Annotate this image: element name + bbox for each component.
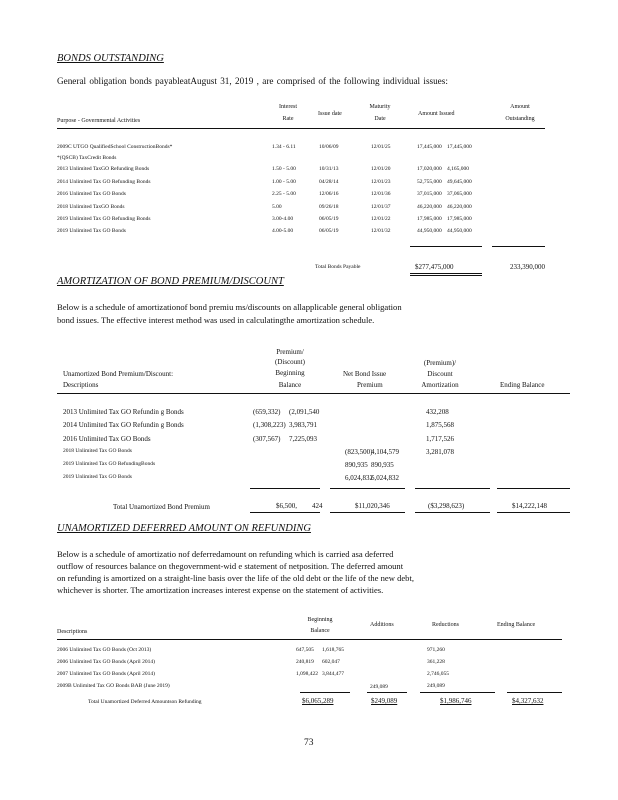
amort-row-beginning: (659,332) — [253, 408, 281, 416]
amort-row-net-premium-b: 890,935 — [371, 461, 394, 469]
amort-row-description: 2016 Unlimited Tax GO Bonds — [63, 435, 151, 443]
bond-amount-issued: 52,755,000 — [417, 179, 442, 185]
deferred-row-reductions: 249,089 — [427, 683, 445, 689]
bond-rate: 5.00 — [272, 204, 282, 210]
amort-row-amortization: 1,875,568 — [426, 421, 454, 429]
amort-row-beginning-b: 7,225,093 — [289, 435, 317, 443]
bond-issue-date: 10/06/09 — [319, 144, 339, 150]
amort-header-net-bond: Net Bond Issue — [343, 370, 387, 378]
bonds-total-outstanding: 233,390,000 — [510, 263, 545, 271]
deferred-header-additions: Additions — [370, 622, 394, 628]
bond-issue-date: 12/06/16 — [319, 191, 339, 197]
amort-row-beginning-b: (2,091,540 — [289, 408, 320, 416]
bond-purpose: 2014 Unlimited Tax GO Refunding Bonds — [57, 179, 151, 185]
amort-row-net-premium: 6,024,832 — [345, 474, 373, 482]
amort-total-net: $11,020,346 — [355, 502, 390, 510]
amort-row-description: 2014 Unlimited Tax GO Refundin g Bonds — [63, 421, 184, 429]
amort-row-net-premium-b: 4,104,579 — [371, 448, 399, 456]
bond-purpose: 2019 Unlimited Tax GO Refunding Bonds — [57, 216, 151, 222]
deferred-row-beginning: 1,098,422 — [296, 671, 318, 677]
amort-rule-3 — [415, 488, 490, 489]
deferred-add-overlap: 249,089 — [370, 684, 388, 690]
bond-maturity-date: 12/01/37 — [371, 204, 391, 210]
bond-rate: 2.25 - 5.00 — [272, 191, 296, 197]
bond-rate: 1.50 - 5.00 — [272, 166, 296, 172]
amortization-heading: AMORTIZATION OF BOND PREMIUM/DISCOUNT — [57, 276, 284, 287]
bonds-header-amount-issued: Amount Issued — [418, 111, 455, 117]
amort-total-label: Total Unamortized Bond Premium — [113, 503, 210, 511]
deferred-heading: UNAMORTIZED DEFERRED AMOUNT ON REFUNDING — [57, 523, 311, 534]
amort-total-underline-1 — [250, 512, 320, 513]
bond-rate: 1.00 - 5.00 — [272, 179, 296, 185]
deferred-row-reductions: 361,228 — [427, 659, 445, 665]
deferred-header-beginning: Beginning — [307, 617, 333, 623]
deferred-para-line-1: Below is a schedule of amortizatio nof deferredamount on refunding which is carried asa deferred — [57, 549, 394, 559]
bonds-header-amount: Amount — [510, 104, 530, 110]
bonds-total-underline-2 — [410, 275, 482, 276]
deferred-rule-1 — [300, 692, 350, 693]
bond-maturity-date: 12/01/25 — [371, 144, 391, 150]
amort-row-description: 2019 Unlimited Tax GO Bonds — [63, 474, 132, 480]
bond-purpose: 2018 Unlimited TaxGO Bonds — [57, 204, 125, 210]
bonds-header-purpose: Purpose - Governmental Activities — [57, 118, 141, 124]
bonds-total-rule-1 — [410, 246, 482, 247]
deferred-header-ending: Ending Balance — [497, 622, 536, 628]
amort-header-beginning: Beginning — [275, 369, 305, 377]
bonds-header-date: Date — [374, 116, 386, 122]
deferred-row-beginning-b: 3,844,477 — [322, 671, 344, 677]
bond-issue-date: 06/05/19 — [319, 228, 339, 234]
bond-purpose: 2009C UTGO QualifiedSchool ConstructionBonds* — [57, 144, 173, 150]
amort-row-net-premium: 890,935 — [345, 461, 368, 469]
bond-issue-date: 06/05/19 — [319, 216, 339, 222]
deferred-header-reductions: Reductions — [432, 622, 459, 628]
amort-header-amort-discount: Discount — [427, 370, 453, 378]
bonds-heading: BONDS OUTSTANDING — [57, 53, 164, 64]
bond-amount-issued: 46,220,000 — [417, 204, 442, 210]
deferred-row-description: 2006 Unlimited Tax GO Bonds (Oct 2013) — [57, 647, 152, 653]
amort-row-description: 2013 Unlimited Tax GO Refundin g Bonds — [63, 408, 184, 416]
amort-row-beginning-b: 3,983,791 — [289, 421, 317, 429]
deferred-header-rule — [57, 639, 562, 640]
amort-row-amortization: 1,717,526 — [426, 435, 454, 443]
page-number: 73 — [304, 738, 314, 748]
bond-maturity-date: 12/01/22 — [371, 216, 391, 222]
deferred-row-description: 2009B Unlimited Tax GO Bonds BAB (June 2019) — [57, 683, 170, 689]
deferred-rule-3 — [420, 692, 495, 693]
bonds-header-rate: Rate — [282, 116, 294, 122]
amort-header-premium: Premium/ — [276, 348, 304, 356]
bond-amount-issued: 17,985,000 — [417, 216, 442, 222]
amort-total-beginning: $6,500, — [276, 502, 297, 510]
bond-amount-outstanding: 4,165,000 — [447, 166, 469, 172]
bond-purpose: *(QSCB) TaxCredit Bonds — [57, 155, 117, 161]
bond-issue-date: 04/28/14 — [319, 179, 339, 185]
bonds-intro: General obligation bonds payableatAugust 31, 2019 , are comprised of the following individual issues: — [57, 76, 448, 86]
bond-amount-outstanding: 44,950,000 — [447, 228, 472, 234]
deferred-total-additions: $249,089 — [371, 697, 398, 705]
amort-total-ending: $14,222,148 — [512, 502, 547, 510]
deferred-row-description: 2006 Unlimited Tax GO Bonds (April 2014) — [57, 659, 155, 665]
amort-header-discount: (Discount) — [275, 358, 305, 366]
bond-rate: 3.00-4.00 — [272, 216, 294, 222]
amortization-para-line-1: Below is a schedule of amortizationof bond premiu ms/discounts on allapplicable general obligation — [57, 302, 402, 312]
amort-row-amortization: 432,208 — [426, 408, 449, 416]
deferred-total-reductions: $1,986,746 — [440, 697, 472, 705]
deferred-total-beginning: $6,065,289 — [302, 697, 334, 705]
deferred-rule-2 — [367, 692, 407, 693]
amort-rule-4 — [497, 488, 570, 489]
amort-header-net-premium: Premium — [357, 381, 383, 389]
amort-row-description: 2018 Unlimited Tax GO Bonds — [63, 448, 132, 454]
deferred-row-beginning-b: 1,618,765 — [322, 647, 344, 653]
bond-purpose: 2019 Unlimited Tax GO Bonds — [57, 228, 126, 234]
bonds-total-issued: $277,475,000 — [415, 263, 454, 271]
bond-amount-outstanding: 17,985,000 — [447, 216, 472, 222]
deferred-total-label: Total Unamortized Deferred Amountson Refunding — [88, 699, 202, 705]
bond-amount-outstanding: 17,445,000 — [447, 144, 472, 150]
amort-row-beginning: (307,567) — [253, 435, 281, 443]
deferred-header-balance: Balance — [310, 628, 330, 634]
deferred-row-description: 2007 Unlimited Tax GO Bonds (April 2014) — [57, 671, 155, 677]
amort-header-rule — [57, 393, 570, 394]
amort-total-amortization: ($3,298,623) — [428, 502, 465, 510]
amort-row-description: 2019 Unlimited Tax GO RefundingBonds — [63, 461, 156, 467]
bond-issue-date: 10/31/13 — [319, 166, 339, 172]
deferred-rule-4 — [507, 692, 562, 693]
amort-total-beginning-2: 424 — [312, 502, 323, 510]
bond-issue-date: 09/26/18 — [319, 204, 339, 210]
bonds-total-label: Total Bonds Payable — [315, 264, 361, 270]
amort-total-underline-2 — [330, 512, 405, 513]
bonds-header-issue-date: Issue date — [318, 111, 342, 117]
amort-header-amortization: Amortization — [421, 381, 459, 389]
bond-purpose: 2016 Unlimited Tax GO Bonds — [57, 191, 126, 197]
bonds-header-outstanding: Outstanding — [505, 116, 535, 122]
bond-amount-issued: 44,950,000 — [417, 228, 442, 234]
deferred-para-line-3: on refunding is amortized on a straight-line basis over the life of the old debt or the life of the new debt, — [57, 573, 415, 583]
amort-header-balance: Balance — [278, 381, 302, 389]
deferred-header-descriptions: Descriptions — [57, 629, 88, 635]
bonds-total-rule-2 — [492, 246, 545, 247]
deferred-total-ending: $4,327,632 — [512, 697, 544, 705]
bonds-header-interest: Interest — [279, 104, 297, 110]
bond-maturity-date: 12/01/23 — [371, 179, 391, 185]
bond-purpose: 2013 Unlimited TaxGO Refunding Bonds — [57, 166, 150, 172]
bonds-header-rule — [57, 128, 545, 129]
deferred-para-line-2: outflow of resources balance on thegovernment-wid e statement of netposition. The deferred amount — [57, 561, 404, 571]
bond-rate: 1.34 - 6.11 — [272, 144, 296, 150]
bonds-total-underline-1 — [410, 273, 482, 274]
bond-amount-issued: 17,445,000 — [417, 144, 442, 150]
bond-maturity-date: 12/01/36 — [371, 191, 391, 197]
amort-header-premium-paren: (Premium)/ — [423, 359, 457, 367]
deferred-row-beginning: 240,819 — [296, 659, 314, 665]
amort-total-underline-3 — [415, 512, 490, 513]
bond-amount-issued: 37,015,000 — [417, 191, 442, 197]
amort-rule-2 — [330, 488, 405, 489]
amort-header-descriptions: Descriptions — [63, 381, 99, 389]
amort-total-underline-4 — [497, 512, 570, 513]
bond-amount-outstanding: 49,645,000 — [447, 179, 472, 185]
amort-header-ending: Ending Balance — [500, 381, 545, 389]
deferred-row-beginning: 647,505 — [296, 647, 314, 653]
bond-maturity-date: 12/01/20 — [371, 166, 391, 172]
amort-row-net-premium: (823,500) — [345, 448, 373, 456]
bond-amount-outstanding: 37,065,000 — [447, 191, 472, 197]
bonds-header-maturity: Maturity — [369, 104, 391, 110]
amort-row-beginning: (1,308,223) — [253, 421, 286, 429]
amortization-para-line-2: bond issues. The effective interest method was used in calculatingthe amortization schedule. — [57, 315, 375, 325]
bond-amount-outstanding: 46,220,000 — [447, 204, 472, 210]
bond-maturity-date: 12/01/32 — [371, 228, 391, 234]
deferred-row-reductions: 971,260 — [427, 647, 445, 653]
bond-rate: 4.00-5.00 — [272, 228, 294, 234]
deferred-row-reductions: 2,746,055 — [427, 671, 449, 677]
bond-amount-issued: 17,020,000 — [417, 166, 442, 172]
amort-row-amortization: 3,281,078 — [426, 448, 454, 456]
deferred-row-beginning-b: 602,047 — [322, 659, 340, 665]
amort-rule-1 — [250, 488, 320, 489]
amort-row-net-premium-b: 6,024,832 — [371, 474, 399, 482]
deferred-para-line-4: whichever is shorter. The amortization increases interest expense on the statement of activities. — [57, 585, 384, 595]
amort-header-unamortized: Unamortized Bond Premium/Discount: — [63, 370, 174, 378]
